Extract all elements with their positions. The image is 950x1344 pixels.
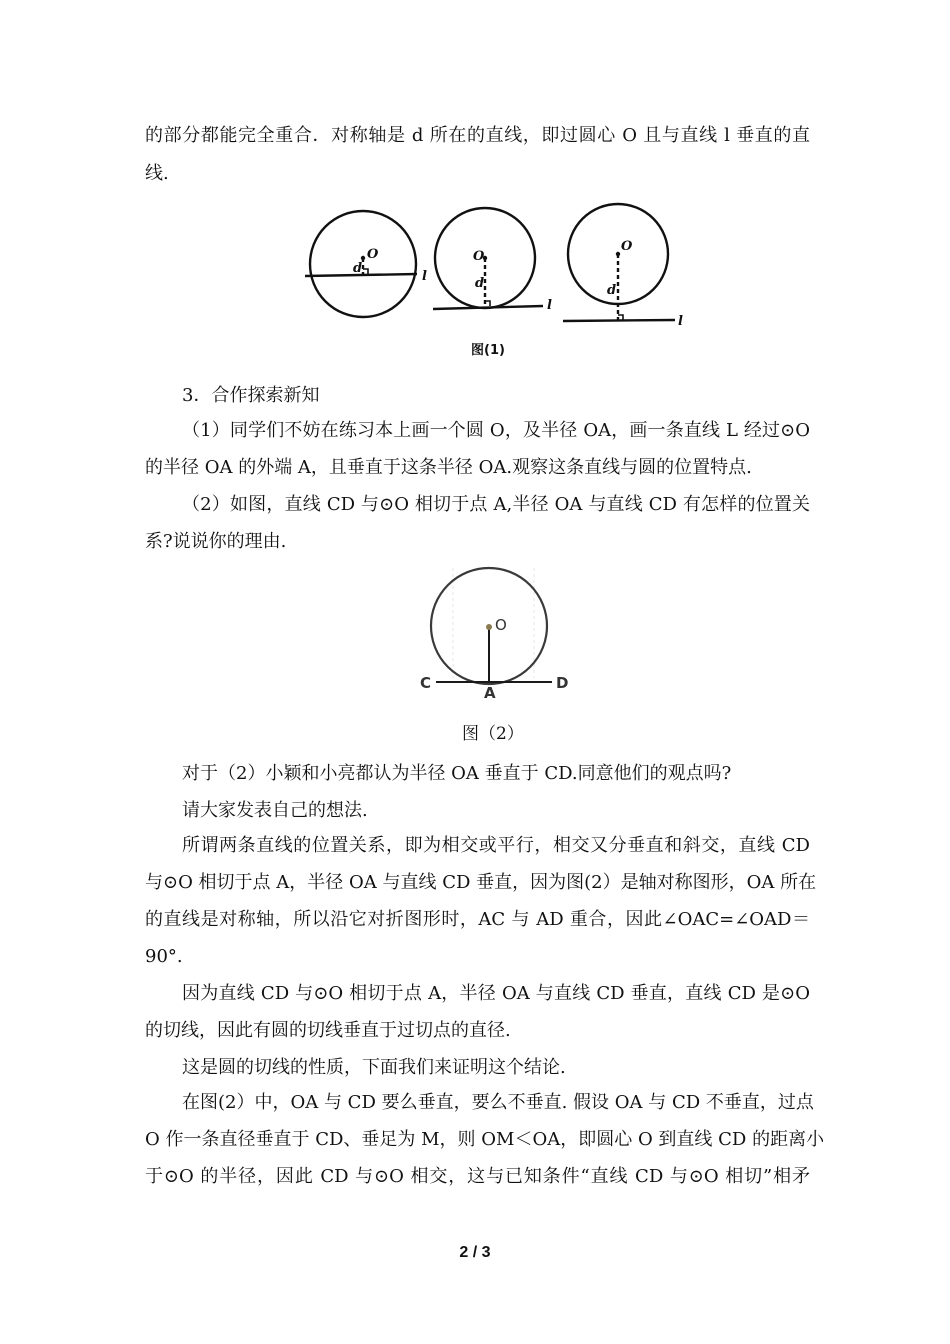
paragraph-line: 线. xyxy=(145,163,169,184)
paragraph-line: 这是圆的切线的性质，下面我们来证明这个结论. xyxy=(182,1057,566,1078)
fig1-label-l: l xyxy=(547,298,552,313)
paragraph-line: 的切线，因此有圆的切线垂直于过切点的直径. xyxy=(145,1020,511,1041)
paragraph-line: （2）如图，直线 CD 与⊙O 相切于点 A,半径 OA 与直线 CD 有怎样的位置关 xyxy=(182,494,810,515)
fig1-label-o: O xyxy=(621,239,633,254)
fig1-label-l: l xyxy=(678,314,683,329)
fig1-line-tangent xyxy=(433,306,543,309)
paragraph-line: 系?说说你的理由. xyxy=(145,531,287,552)
paragraph-line: 对于（2）小颖和小亮都认为半径 OA 垂直于 CD.同意他们的观点吗? xyxy=(182,763,732,784)
figure-2 xyxy=(410,560,580,702)
paragraph-line: 与⊙O 相切于点 A，半径 OA 与直线 CD 垂直，因为图(2）是轴对称图形，OA 所在 xyxy=(145,872,817,893)
paragraph-line: 的部分都能完全重合．对称轴是 d 所在的直线，即过圆心 O 且与直线 l 垂直的直 xyxy=(145,125,810,146)
page-number: 2 / 3 xyxy=(459,1244,491,1261)
figure-1 xyxy=(295,198,705,368)
paragraph-line: 90°. xyxy=(145,946,183,967)
paragraph-line: 的直线是对称轴，所以沿它对折图形时，AC 与 AD 重合，因此∠OAC=∠OAD＝ xyxy=(145,909,810,930)
fig2-caption: 图（2） xyxy=(462,724,524,744)
paragraph-line: 在图(2）中，OA 与 CD 要么垂直，要么不垂直. 假设 OA 与 CD 不垂直，过点 xyxy=(182,1092,814,1113)
paragraph-line: （1）同学们不妨在练习本上画一个圆 O，及半径 OA，画一条直线 L 经过⊙O xyxy=(182,420,811,441)
fig1-label-o: O xyxy=(473,249,485,264)
paragraph-line: 因为直线 CD 与⊙O 相切于点 A，半径 OA 与直线 CD 垂直，直线 CD 是⊙O xyxy=(182,983,810,1004)
fig1-caption: 图(1) xyxy=(471,343,505,358)
fig2-label-a: A xyxy=(484,684,496,702)
section-heading: 3．合作探索新知 xyxy=(182,385,320,406)
fig2-label-d: D xyxy=(556,674,569,692)
fig2-label-c: C xyxy=(420,674,432,692)
fig1-label-o: O xyxy=(367,247,379,262)
fig1-circle-secant xyxy=(310,211,416,317)
paragraph-line: 的半径 OA 的外端 A，且垂直于这条半径 OA.观察这条直线与圆的位置特点. xyxy=(145,457,752,478)
fig2-label-o: O xyxy=(495,616,507,634)
fig1-label-d: d xyxy=(353,261,363,276)
paragraph-line: 所谓两条直线的位置关系，即为相交或平行，相交又分垂直和斜交，直线 CD xyxy=(182,835,810,856)
fig2-center-point xyxy=(486,624,492,630)
fig1-label-d: d xyxy=(607,283,617,298)
paragraph-line: O 作一条直径垂直于 CD、垂足为 M，则 OM＜OA，即圆心 O 到直线 CD 的距离小 xyxy=(145,1129,825,1150)
fig1-label-l: l xyxy=(422,269,427,284)
paragraph-line: 于⊙O 的半径，因此 CD 与⊙O 相交，这与已知条件“直线 CD 与⊙O 相切”相矛 xyxy=(145,1166,810,1187)
paragraph-line: 请大家发表自己的想法. xyxy=(182,800,368,821)
fig1-line-separate xyxy=(563,320,675,321)
fig1-label-d: d xyxy=(475,276,485,291)
